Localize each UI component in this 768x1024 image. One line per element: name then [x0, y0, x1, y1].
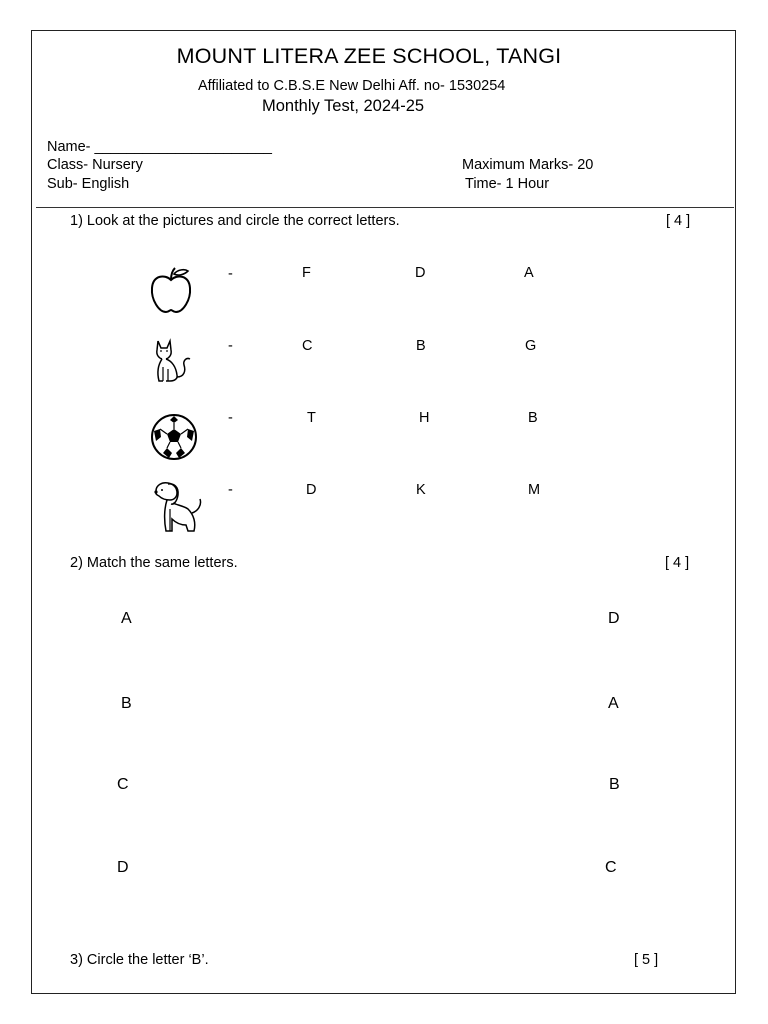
- question-2: 2) Match the same letters.: [70, 555, 238, 571]
- option-row-2-b[interactable]: B: [416, 338, 426, 354]
- match-left-1[interactable]: A: [121, 610, 132, 627]
- match-right-4[interactable]: C: [605, 859, 617, 876]
- max-marks-label: Maximum Marks- 20: [462, 157, 594, 173]
- cat-icon: [150, 337, 196, 390]
- match-right-1[interactable]: D: [608, 610, 620, 627]
- subject-label: Sub- English: [47, 176, 130, 192]
- row-4-dash: -: [228, 482, 233, 498]
- option-row-4-b[interactable]: K: [416, 482, 426, 498]
- row-2-dash: -: [228, 338, 233, 354]
- dog-icon: [150, 479, 208, 540]
- option-row-3-c[interactable]: B: [528, 410, 538, 426]
- row-3-dash: -: [228, 410, 233, 426]
- option-row-1-a[interactable]: F: [302, 265, 311, 281]
- option-row-2-c[interactable]: G: [525, 338, 537, 354]
- question-1-marks: [ 4 ]: [666, 213, 691, 229]
- question-2-marks: [ 4 ]: [665, 555, 690, 571]
- option-row-3-a[interactable]: T: [307, 410, 316, 426]
- match-left-3[interactable]: C: [117, 776, 129, 793]
- question-3-marks: [ 5 ]: [634, 952, 659, 968]
- time-label: Time- 1 Hour: [465, 176, 550, 192]
- apple-icon: [148, 266, 194, 319]
- affiliation-line: Affiliated to C.B.S.E New Delhi Aff. no- 1530254: [198, 78, 506, 94]
- question-1: 1) Look at the pictures and circle the correct letters.: [70, 213, 400, 229]
- header-divider: [36, 207, 734, 208]
- option-row-4-a[interactable]: D: [306, 482, 317, 498]
- match-right-3[interactable]: B: [609, 776, 620, 793]
- school-name: MOUNT LITERA ZEE SCHOOL, TANGI: [176, 44, 562, 68]
- row-1-dash: -: [228, 266, 233, 282]
- option-row-2-a[interactable]: C: [302, 338, 313, 354]
- option-row-1-b[interactable]: D: [415, 265, 426, 281]
- match-left-2[interactable]: B: [121, 695, 132, 712]
- option-row-1-c[interactable]: A: [524, 265, 534, 281]
- test-title: Monthly Test, 2024-25: [262, 97, 425, 115]
- option-row-3-b[interactable]: H: [419, 410, 430, 426]
- option-row-4-c[interactable]: M: [528, 482, 541, 498]
- page-border: [31, 30, 736, 994]
- match-right-2[interactable]: A: [608, 695, 619, 712]
- class-label: Class- Nursery: [47, 157, 143, 173]
- question-3: 3) Circle the letter ‘B’.: [70, 952, 209, 968]
- football-icon: [150, 413, 198, 466]
- name-field[interactable]: Name- ______________________: [47, 139, 272, 155]
- match-left-4[interactable]: D: [117, 859, 129, 876]
